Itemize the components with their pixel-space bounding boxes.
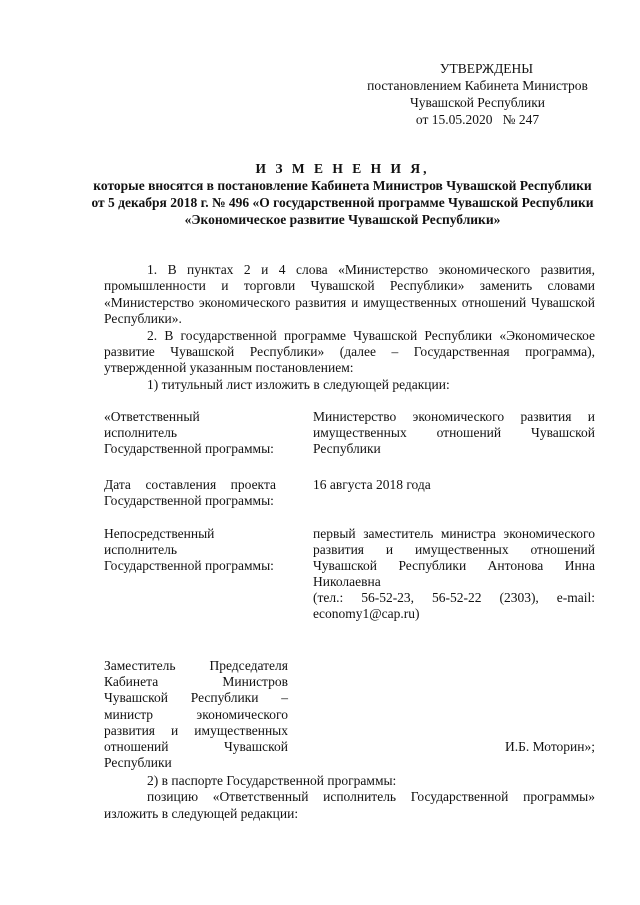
footer-paragraph-2: позицию «Ответственный исполнитель Государственной программы» изложить в следующей редакции: [104, 789, 595, 821]
document-title [90, 160, 595, 228]
approval-heading: УТВЕРЖДЕНЫ [439, 61, 534, 76]
row-value: Министерство экономического развития и имущественных отношений Чувашской Республики [313, 409, 595, 456]
row-value: 16 августа 2018 года [313, 477, 431, 492]
document-body [104, 262, 595, 393]
paragraph-3: 1) титульный лист изложить в следующей редакции: [147, 376, 450, 392]
approval-region: Чувашской Республики [409, 95, 546, 110]
approval-authority: постановлением Кабинета Министров [367, 78, 588, 93]
signer-position: Заместитель Председателя Кабинета Министров Чувашской Республики – министр экономического развития и имущественных отношений Чувашской Республики [104, 658, 288, 771]
footer-paragraph-1: 2) в паспорте Государственной программы: [147, 773, 397, 788]
executor-contact: (тел.: 56-52-23, 56-52-22 (2303), e-mail: economy1@cap.ru) [313, 590, 595, 621]
row-label: Непосредственный исполнитель Государственной программы: [104, 526, 274, 573]
row-label: Дата составления проекта Государственной программы: [104, 477, 276, 508]
signer-name: И.Б. Моторин»; [504, 739, 595, 754]
approval-date-number: от 15.05.2020 № 247 [415, 112, 540, 127]
paragraph-1: 1. В пунктах 2 и 4 слова «Министерство экономического развития, промышленности и торговли Чувашской Республики» заменить словами «Министерство экономического развития и имущественных отношений Чувашской Республики». [104, 262, 595, 327]
row-value [313, 526, 595, 622]
document-heading: И З М Е Н Е Н И Я, [255, 161, 430, 176]
document-footer [104, 773, 595, 822]
document-subtitle: которые вносятся в постановление Кабинета Министров Чувашской Республики от 5 декабря 2018 г. № 496 «О государственной программе Чувашской Республики «Экономическое развитие Чувашской Республики» [91, 178, 594, 227]
executor-name: первый заместитель министра экономического развития и имущественных отношений Чувашской Республики Антонова Инна Николаевна [313, 526, 595, 589]
row-label: «Ответственный исполнитель Государственной программы: [104, 409, 274, 456]
paragraph-2: 2. В государственной программе Чувашской Республики «Экономическое развитие Чувашской Республики» (далее – Государственная программа), утвержденной указанным постановлением: [104, 327, 595, 376]
approval-stamp [360, 60, 595, 128]
